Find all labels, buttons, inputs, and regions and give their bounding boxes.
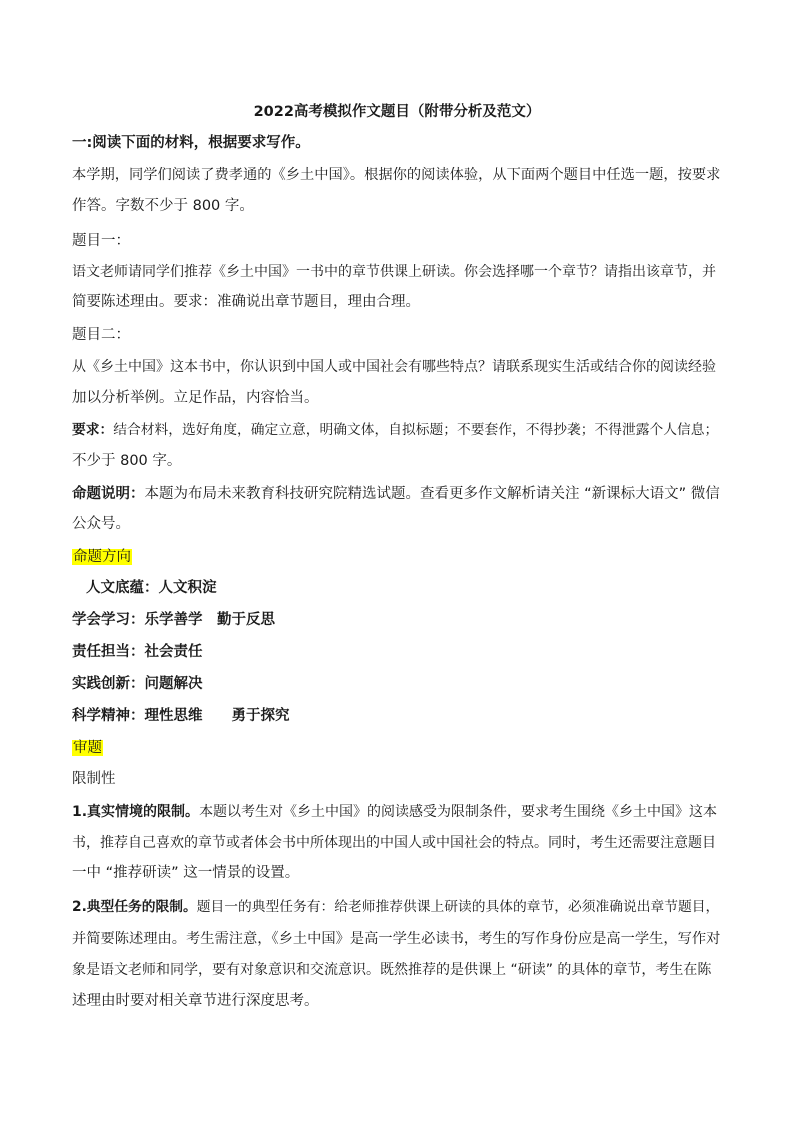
- question-2-line-2: 加以分析举例。立足作品，内容恰当。: [72, 390, 319, 406]
- note-label: 命题说明：: [72, 486, 145, 502]
- review-heading: 审题: [73, 740, 102, 756]
- paragraph-2-text: 题目一的典型任务有：给老师推荐供课上研读的具体的章节，必须准确说出章节题目，: [196, 899, 720, 915]
- requirements-label: 要求：: [72, 422, 114, 438]
- paragraph-2-line-1: [72, 897, 722, 917]
- limit-label: 限制性: [72, 771, 116, 787]
- section-heading: 一:阅读下面的材料，根据要求写作。: [72, 135, 310, 151]
- question-1-line-2: 简要陈述理由。要求：准确说出章节题目，理由合理。: [72, 294, 420, 310]
- paragraph-1-line-2: 书，推荐自己喜欢的章节或者体会书中所体现出的中国人或中国社会的特点。同时，考生还需要注意题目: [72, 835, 716, 851]
- requirements-line-1: [72, 420, 722, 440]
- document-title: 2022高考模拟作文题目（附带分析及范文）: [253, 104, 541, 120]
- paragraph-1-line-3: 一中 “推荐研读” 这一情景的设置。: [72, 865, 300, 881]
- competency-item: 实践创新：问题解决: [72, 676, 203, 692]
- competency-item: 人文底蕴：人文积淀: [86, 580, 217, 596]
- direction-heading-row: [72, 547, 722, 567]
- requirements-text: 结合材料，选好角度，确定立意，明确文体，自拟标题；不要套作，不得抄袭；不得泄露个人信息；: [113, 422, 719, 438]
- review-heading-row: [72, 738, 722, 758]
- paragraph-2-bold: 2.典型任务的限制。: [72, 899, 197, 915]
- paragraph-2-line-3: 象是语文老师和同学，要有对象意识和交流意识。既然推荐的是供课上 “研读” 的具体的章节，考生在陈: [72, 962, 712, 978]
- paragraph-1-bold: 1.真实情境的限制。: [72, 804, 200, 820]
- question-1-label: 题目一：: [72, 233, 130, 249]
- paragraph-1-line-1: [72, 802, 722, 822]
- note-line-1: [72, 484, 722, 504]
- note-line-2: 公众号。: [72, 516, 130, 532]
- paragraph-1-text: 本题以考生对《乡土中国》的阅读感受为限制条件，要求考生围绕《乡土中国》这本: [199, 804, 718, 820]
- competency-item: 责任担当：社会责任: [72, 644, 203, 660]
- competency-item: 科学精神：理性思维 勇于探究: [72, 708, 290, 724]
- question-2-line-1: 从《乡土中国》这本书中，你认识到中国人或中国社会有哪些特点？请联系现实生活或结合你的阅读经验: [72, 359, 716, 375]
- question-2-label: 题目二：: [72, 327, 130, 343]
- paragraph-2-line-4: 述理由时要对相关章节进行深度思考。: [72, 993, 319, 1009]
- paragraph-2-line-2: 并简要陈述理由。考生需注意，《乡土中国》是高一学生必读书，考生的写作身份应是高一学生，写作对: [72, 931, 721, 947]
- requirements-line-2: 不少于 800 字。: [72, 453, 182, 469]
- intro-text-line-1: 本学期，同学们阅读了费孝通的《乡土中国》。根据你的阅读体验，从下面两个题目中任选一题，按要求: [72, 167, 721, 183]
- question-1-line-1: 语文老师请同学们推荐《乡土中国》一书中的章节供课上研读。你会选择哪一个章节？请指出该章节，并: [72, 264, 716, 280]
- direction-heading: 命题方向: [73, 549, 131, 565]
- competency-item: 学会学习：乐学善学 勤于反思: [72, 612, 275, 628]
- note-text: 本题为布局未来教育科技研究院精选试题。查看更多作文解析请关注 “新课标大语文” 微信: [144, 486, 720, 502]
- intro-text-line-2: 作答。字数不少于 800 字。: [72, 198, 254, 214]
